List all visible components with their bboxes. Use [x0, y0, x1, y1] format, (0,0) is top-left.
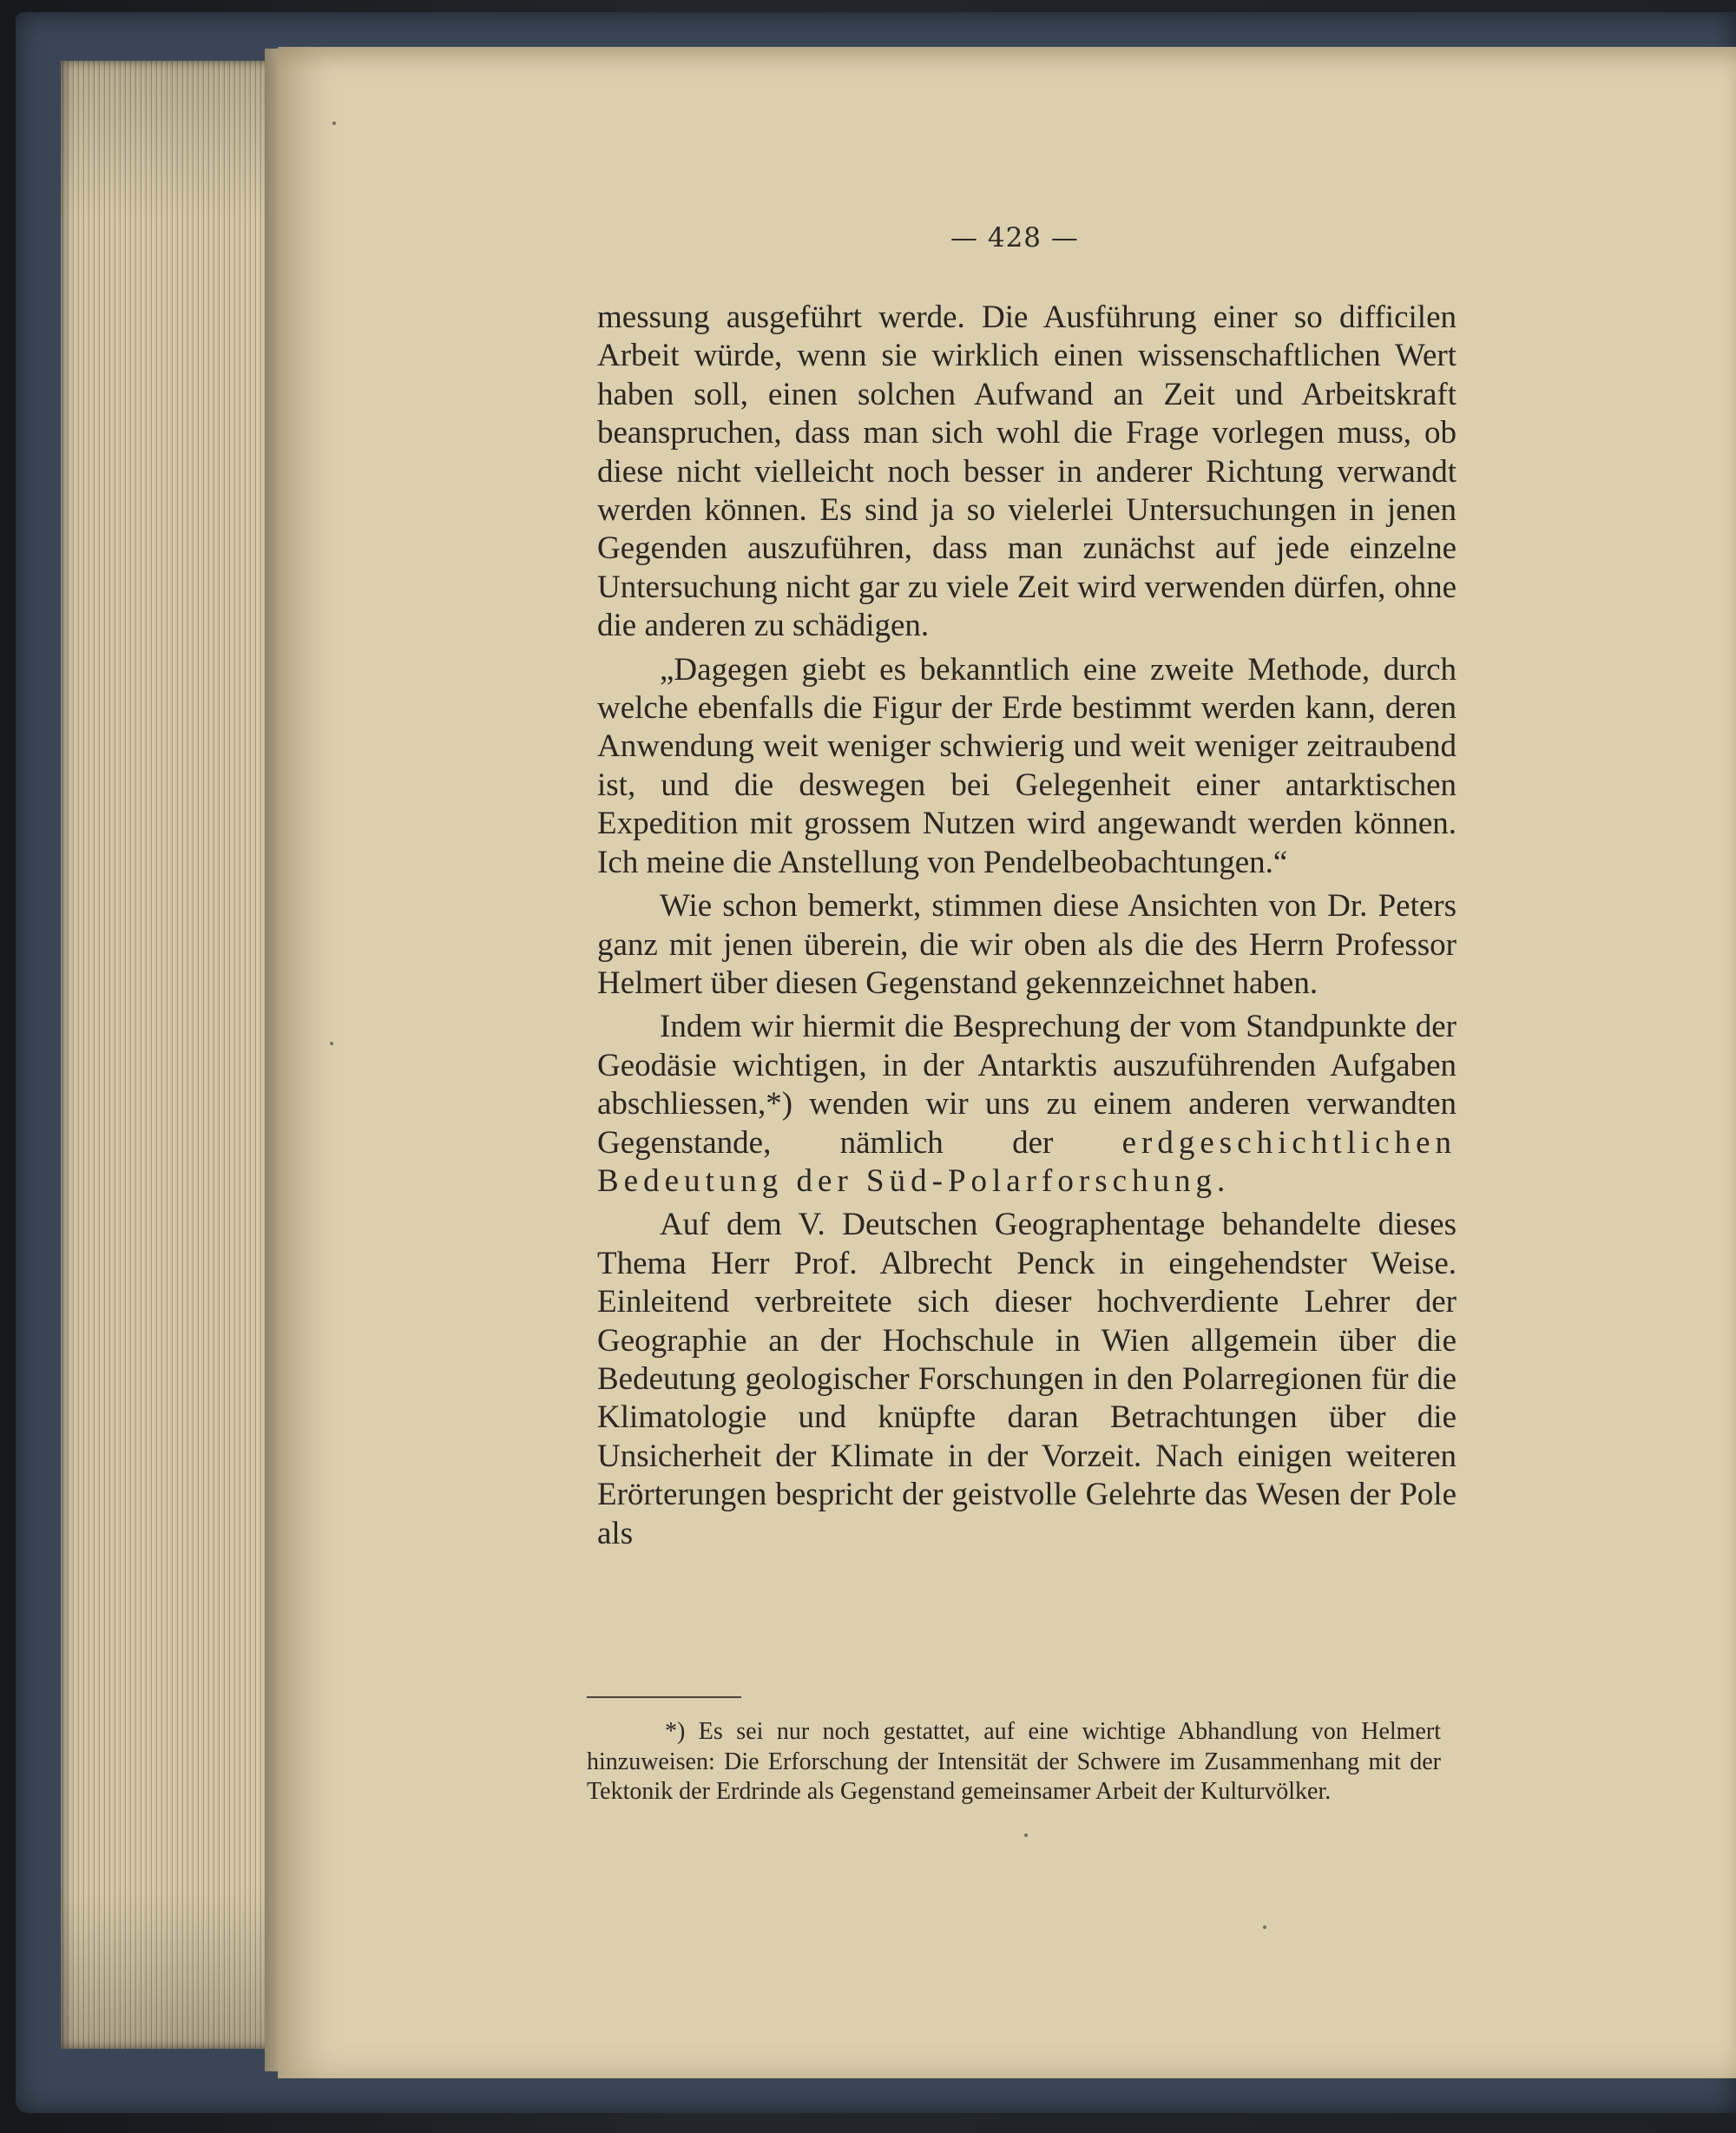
paragraph-2: „Dagegen giebt es bekanntlich eine zweite Methode, durch welche ebenfalls die Figur der Erde bestimmt werden kann, deren Anwendung weit weniger schwierig und weit weniger zeitraubend ist, und die deswegen bei Gelegenheit einer antarktischen Expedition mit grossem Nutzen wird angewandt werden können. Ich meine die Anstellung von Pendelbeobachtungen.“ [597, 651, 1457, 880]
body-text [597, 299, 1457, 1558]
paragraph-3: Wie schon bemerkt, stimmen diese Ansichten von Dr. Peters ganz mit jenen überein, die wir oben als die des Herrn Professor Helmert über diesen Gegenstand gekennzeichnet haben. [597, 888, 1457, 1001]
paper-speck [330, 1042, 333, 1045]
page-edges-shadow [61, 61, 278, 2049]
paragraph-4 [597, 1008, 1457, 1201]
paragraph-5: Auf dem V. Deutschen Geographentage behandelte dieses Thema Herr Prof. Albrecht Penck in eingehendster Weise. Einleitend verbreitete sich dieser hochverdiente Lehrer der Geographie an der Hochschule in Wien allgemein über die Bedeutung geologischer Forschungen in den Polarregionen für die Klimatologie und knüpfte daran Betrachtungen über die Unsicherheit der Klimate in der Vorzeit. Nach einigen weiteren Erörterungen bespricht der geistvolle Gelehrte das Wesen der Pole als [597, 1207, 1457, 1551]
footnote: *) Es sei nur noch gestattet, auf eine wichtige Abhandlung von Helmert hinzuweisen: Die Erforschung der Intensität der Schwere im Zusammenhang mit der Tektonik der Erdrinde als Gegenstand gemeinsamer Arbeit der Kulturvölker. [587, 1718, 1441, 1805]
page-number: — 428 — [950, 222, 1079, 253]
paragraph-1: messung ausgeführt werde. Die Ausführung einer so difficilen Arbeit würde, wenn sie wirklich einen wissenschaftlichen Wert haben soll, einen solchen Aufwand an Zeit und Arbeitskraft beanspruchen, dass man sich wohl die Frage vorlegen muss, ob diese nicht vielleicht noch besser in anderer Richtung verwandt werden können. Es sind ja so vielerlei Untersuchungen in jenen Gegenden auszuführen, dass man zunächst auf jede einzelne Untersuchung nicht gar zu viele Zeit wird verwenden dürfen, ohne die anderen zu schädigen. [597, 300, 1457, 644]
paper-speck [1024, 1833, 1028, 1837]
paragraph-4-spaced-text: erdgeschichtlichen Bedeutung der Süd-Polarforschung. [597, 1124, 1457, 1199]
paper-speck [1263, 1926, 1266, 1929]
paper-speck [332, 122, 336, 125]
footnote-rule [587, 1696, 741, 1698]
paragraph-4-text: Indem wir hiermit die Besprechung der vom Standpunkte der Geodäsie wichtigen, in der Antarktis auszuführenden Aufgaben abschliessen,*) wenden wir uns zu einem anderen verwandten Gegenstande, nämlich der [597, 1009, 1457, 1161]
